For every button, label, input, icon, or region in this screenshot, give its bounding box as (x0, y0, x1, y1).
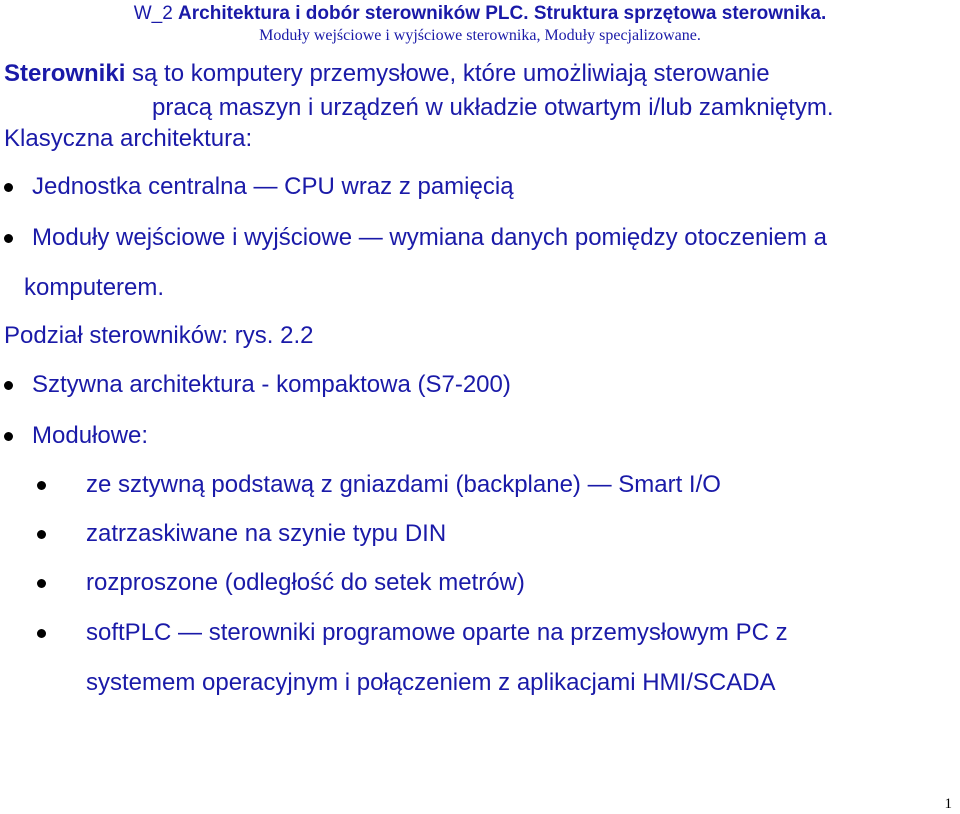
bullet-icon (4, 432, 13, 441)
division-heading: Podział sterowników: rys. 2.2 (4, 322, 314, 349)
lecture-title: Architektura i dobór sterowników PLC. Struktura sprzętowa sterownika. (178, 3, 827, 24)
division-item-compact: Sztywna architektura - kompaktowa (S7-200) (32, 371, 511, 398)
bullet-icon (37, 629, 46, 638)
classic-item-io: Moduły wejściowe i wyjściowe — wymiana danych pomiędzy otoczeniem a (32, 224, 827, 251)
bullet-icon (4, 183, 13, 192)
classic-heading: Klasyczna architektura: (4, 125, 253, 152)
modular-subitem-softplc-continued: systemem operacyjnym i połączeniem z aplikacjami HMI/SCADA (86, 669, 776, 696)
bullet-icon (4, 234, 13, 243)
lecture-subtitle: Moduły wejściowe i wyjściowe sterownika, Moduły specjalizowane. (259, 27, 701, 44)
modular-subitem-din: zatrzaskiwane na szynie typu DIN (86, 520, 447, 547)
classic-item-cpu: Jednostka centralna — CPU wraz z pamięcią (32, 173, 514, 200)
division-item-modular: Modułowe: (32, 422, 149, 449)
intro-definition: są to komputery przemysłowe, które umożliwiają sterowanie (132, 60, 770, 87)
page-number: 1 (944, 796, 952, 812)
modular-subitem-distributed: rozproszone (odległość do setek metrów) (86, 569, 525, 596)
bullet-icon (37, 579, 46, 588)
classic-item-io-continued: komputerem. (24, 274, 165, 301)
bullet-icon (4, 381, 13, 390)
intro-term: Sterowniki (4, 60, 126, 87)
bullet-icon (37, 530, 46, 539)
intro-line-2: pracą maszyn i urządzeń w układzie otwartym i/lub zamkniętym. (152, 94, 834, 121)
modular-subitem-softplc: softPLC — sterowniki programowe oparte na przemysłowym PC z (86, 619, 788, 646)
intro-line-1 (4, 60, 770, 88)
bullet-icon (37, 481, 46, 490)
course-code: W_2 (133, 3, 173, 24)
header-title-line (0, 2, 960, 26)
modular-subitem-backplane: ze sztywną podstawą z gniazdami (backplane) — Smart I/O (86, 471, 721, 498)
